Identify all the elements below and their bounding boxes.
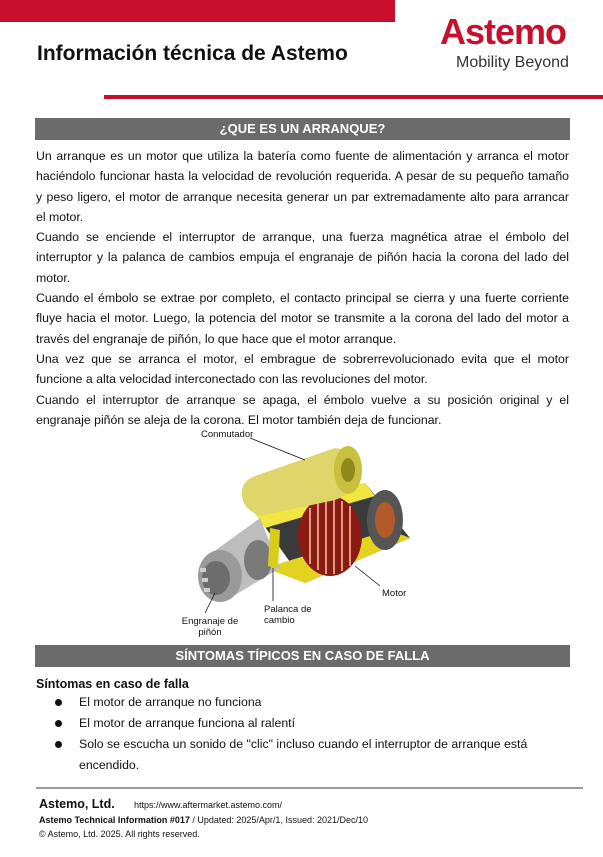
bullet-icon	[55, 699, 62, 706]
doc-dates: / Updated: 2025/Apr/1, Issued: 2021/Dec/10	[189, 815, 368, 825]
paragraph: Una vez que se arranca el motor, el embrague de sobrerrevolucionado evita que el motor funcione a alta velocidad interconectado con las revoluciones del motor.	[36, 351, 569, 387]
paragraph: Cuando el émbolo se extrae por completo, el contacto principal se cierra y una fuerte corriente fluye hacia el motor. Luego, la potencia del motor se transmite a la corona del lado del motor a través del engranaje de piñón, lo que hace que el motor arranque.	[36, 291, 569, 346]
footer-copyright: © Astemo, Ltd. 2025. All rights reserved.	[39, 829, 200, 839]
list-item: Solo se escucha un sonido de "clic" incluso cuando el interruptor de arranque está encendido.	[55, 734, 555, 776]
bullet-icon	[55, 720, 62, 727]
footer-divider	[36, 787, 583, 789]
footer-url-link[interactable]: https://www.aftermarket.astemo.com/	[134, 800, 283, 810]
label-pinion-gear: Engranaje de piñón	[181, 616, 239, 638]
starter-description	[36, 146, 569, 430]
astemo-logo	[440, 10, 590, 76]
paragraph: Cuando se enciende el interruptor de arranque, una fuerza magnética atrae el émbolo del interruptor y la palanca de cambios empuja el engranaje de piñón hacia la corona del lado del motor.	[36, 230, 569, 285]
label-motor: Motor	[382, 588, 407, 599]
footer-company: Astemo, Ltd.	[39, 797, 115, 811]
section-heading-what-is-starter: ¿QUE ES UN ARRANQUE?	[35, 118, 570, 140]
header-divider	[104, 95, 603, 99]
label-commutator: Conmutador	[201, 429, 254, 440]
symptoms-subheading: Síntomas en caso de falla	[36, 677, 189, 691]
footer-doc-info	[39, 815, 368, 825]
logo-wordmark: Astemo	[440, 11, 567, 52]
paragraph: Cuando el interruptor de arranque se apaga, el émbolo vuelve a su posición original y el engranaje piñón se aleja de la corona. El motor también deja de funcionar.	[36, 392, 569, 427]
list-item: El motor de arranque funciona al ralentí	[55, 713, 555, 734]
section-heading-symptoms: SÍNTOMAS TÍPICOS EN CASO DE FALLA	[35, 645, 570, 667]
bullet-icon	[55, 741, 62, 748]
list-item: El motor de arranque no funciona	[55, 692, 555, 713]
label-shift-lever: Palanca de cambio	[264, 604, 312, 626]
symptom-list	[55, 692, 555, 776]
starter-motor-illustration	[160, 418, 450, 643]
paragraph: Un arranque es un motor que utiliza la batería como fuente de alimentación y arranca el motor haciéndolo funcionar hasta la velocidad de revolución requerida. A pesar de su pequeño tamaño y peso ligero, el motor de arranque necesita generar un par extremadamente alto para arrancar el motor.	[36, 149, 569, 224]
top-accent-bar	[0, 0, 395, 22]
page-title: Información técnica de Astemo	[37, 42, 348, 65]
doc-id: Astemo Technical Information #017	[39, 815, 190, 825]
logo-tagline: Mobility Beyond	[456, 54, 569, 71]
